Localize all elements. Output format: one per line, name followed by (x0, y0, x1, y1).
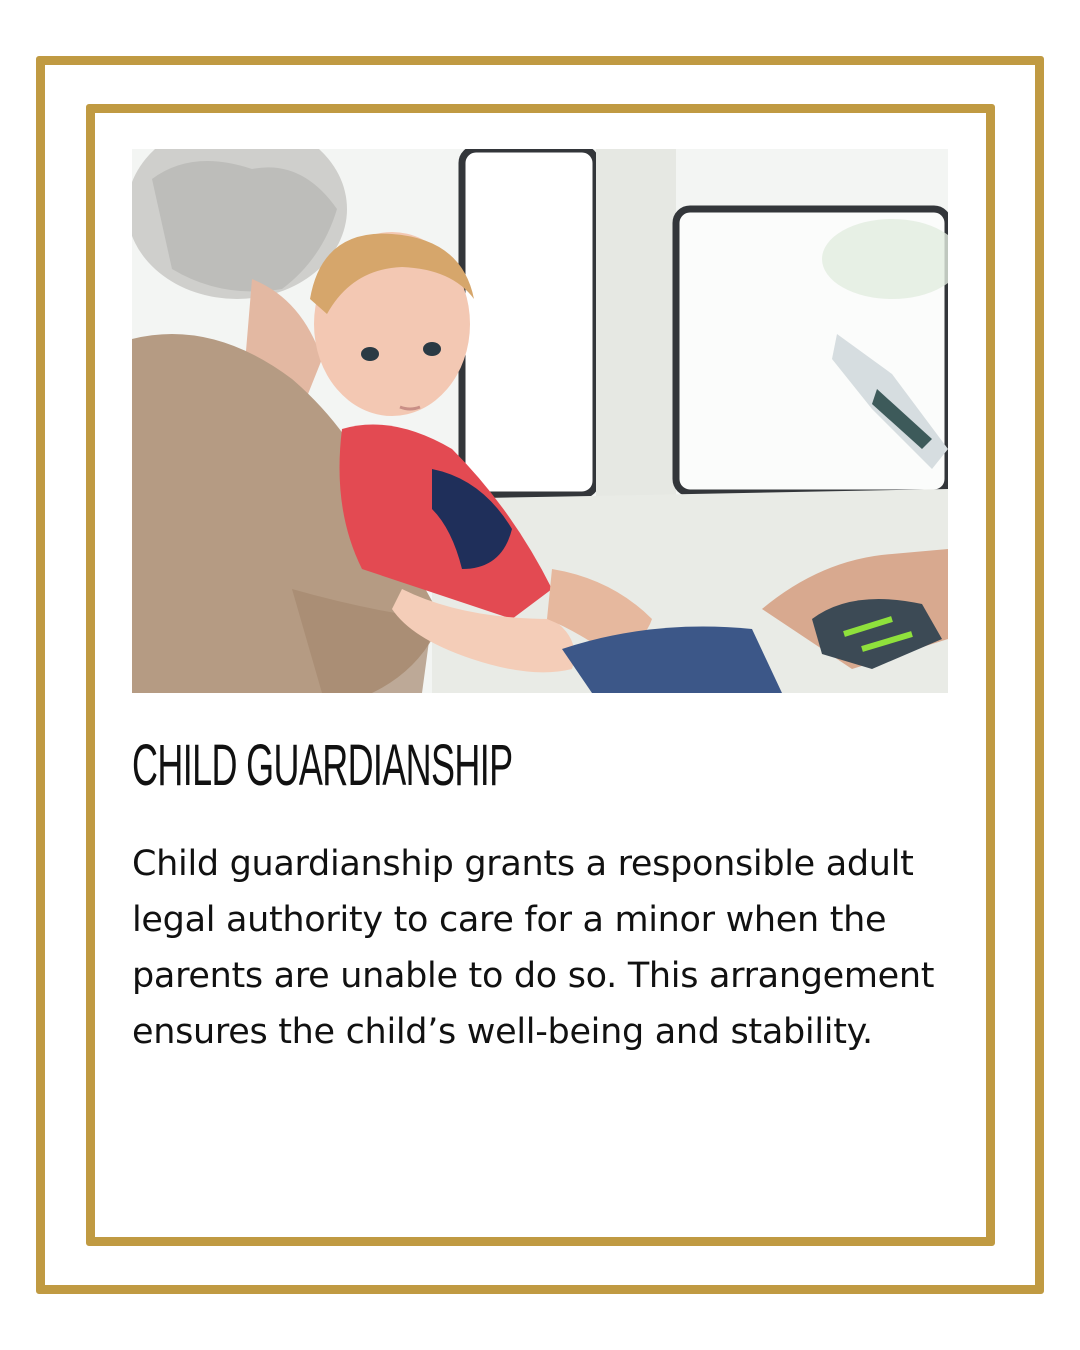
guardianship-photo (132, 149, 948, 693)
description-paragraph: Child guardianship grants a responsible adult legal authority to care for a minor when the parents are unable to do so. This arrangement ensures the child’s well-being and stability. (132, 844, 935, 1052)
page-title: CHILD GUARDIANSHIP (132, 733, 513, 798)
window-frame-left (462, 149, 596, 495)
